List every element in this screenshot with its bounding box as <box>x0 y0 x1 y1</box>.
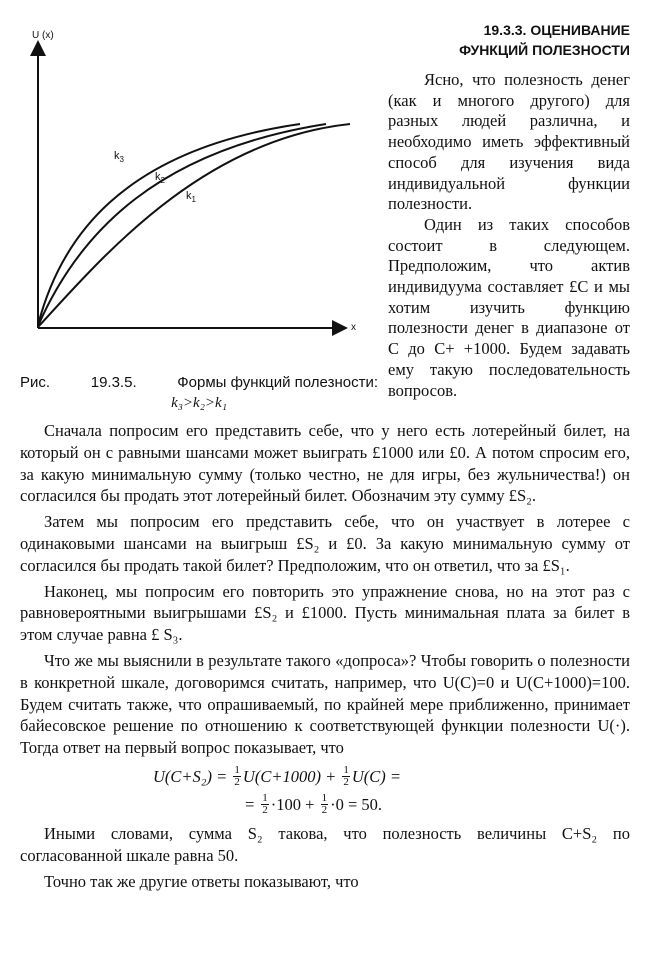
curve-k2 <box>38 124 326 326</box>
caption-number: 19.3.5. <box>90 374 137 391</box>
fraction-half: $\frac{1}{2}$ <box>234 764 240 789</box>
y-axis-label: U (x) <box>32 30 54 41</box>
paragraph-6: Точно так же другие ответы показывают, что <box>44 871 359 891</box>
section-heading-line1: 19.3.3. ОЦЕНИВАНИЕ <box>483 22 630 38</box>
caption-relation: k₃>k₂>k₁ <box>171 395 227 411</box>
equation-line-1: U(C+S₂) = $\frac{1}{2}$ U(C+1000) + $\frac{1}{2}$ U(C) = <box>153 764 402 789</box>
side-paragraph-2: Один из таких способов состоит в следующем. Предположим, что актив индивидуума составляет £C и мы хотим изучить функцию полезности денег в диапазоне от C до C+ +1000. Будем задавать ему такую последовательность вопросов. <box>388 214 630 400</box>
utility-plot <box>0 0 400 400</box>
fraction-half: $\frac{1}{2}$ <box>343 764 349 789</box>
paragraph-3: Наконец, мы попросим его повторить это упражнение снова, но на этот раз с равновероятными выигрышами £S₂ и £1000. Пусть минимальная плата за билет в этом случае равна £ S₃. <box>20 581 630 645</box>
side-column <box>388 70 630 401</box>
curve-label-k1: $k_1$ <box>186 190 196 205</box>
fraction-half: $\frac{1}{2}$ <box>321 792 328 817</box>
x-axis-label: x <box>351 322 356 333</box>
paragraph-1: Сначала попросим его представить себе, что у него есть лотерейный билет, на который он с равными шансами может выиграть £1000 или £0. А потом спросим его, за какую минимальную сумму (только честно, не для игры, без жульничества!) он согласился бы продать этот лотерейный билет. Обозначим эту сумму £S₂. <box>20 421 630 506</box>
curve-k3 <box>38 124 300 325</box>
main-text <box>20 420 630 896</box>
caption-title: Формы функций полезности: <box>177 374 378 391</box>
figure-caption <box>20 373 378 413</box>
utility-figure <box>0 0 400 400</box>
curve-label-k3: $k_3$ <box>114 150 124 165</box>
paragraph-4: Что же мы выяснили в результате такого «допроса»? Чтобы говорить о полезности в конкретной шкале, договоримся считать, например, что U(C)=0 и U(C+1000)=100. Будем считать также, что опрашиваемый, по крайней мере приближенно, принимает байесовское решение по отношению к соответствующей функции полезности U(·). Тогда ответ на первый вопрос показывает, что <box>20 650 630 758</box>
paragraph-2: Затем мы попросим его представить себе, что он участвует в лотерее с одинаковыми шансами на выигрыш £S₂ и £0. За какую минимальную сумму от согласился бы продать такой билет? Предположим, что он ответил, что за £S₁. <box>20 512 630 575</box>
curve-label-k2: $k_2$ <box>155 171 165 186</box>
section-heading <box>390 20 630 60</box>
curve-k1 <box>38 124 350 327</box>
side-paragraph-1: Ясно, что полезность денег (как и многого другого) для разных людей различна, и необходимо иметь эффективный способ для изучения вида индивидуальной функции полезности. <box>388 70 630 214</box>
section-heading-line2: ФУНКЦИЙ ПОЛЕЗНОСТИ <box>459 42 630 58</box>
paragraph-5: Иными словами, сумма S₂ такова, что полезность величины C+S₂ по согласованной шкале равна 50. <box>20 823 630 865</box>
equation-line-2: = $\frac{1}{2}$ ·100 + $\frac{1}{2}$ ·0 = 50. <box>244 792 383 817</box>
utility-equation <box>20 763 630 819</box>
fraction-half: $\frac{1}{2}$ <box>262 792 268 817</box>
caption-prefix: Рис. <box>20 374 51 391</box>
